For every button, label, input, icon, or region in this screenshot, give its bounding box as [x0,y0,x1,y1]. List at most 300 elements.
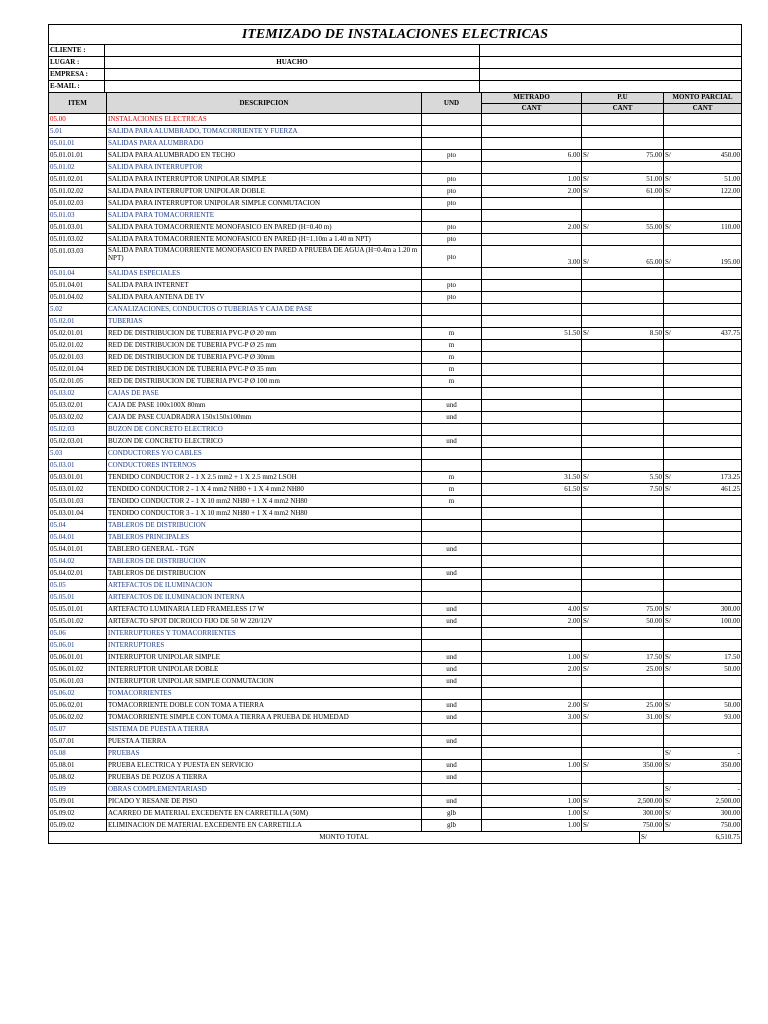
row-metrado [482,376,582,387]
row-description: TENDIDO CONDUCTOR 2 - 1 X 2.5 mm2 + 1 X 2.5 mm2 LSOH [107,472,422,483]
row-item: 05.02.01.05 [49,376,107,387]
row-metrado [482,772,582,783]
row-pu [595,460,664,471]
row-mp-currency [664,676,677,687]
row-pu [595,364,664,375]
row-mp-currency [664,126,677,137]
row-pu: 65.00 [595,246,664,267]
table-row [49,364,741,376]
row-monto: 350.00 [720,761,740,769]
row-pu-currency [582,340,595,351]
row-monto: 437.75 [720,329,740,337]
row-item: 05.03.02 [49,388,107,399]
row-description: PICADO Y RESANE DE PISO [107,796,422,807]
row-item: 05.06.02 [49,688,107,699]
row-mp-currency: S/ [665,175,671,183]
row-mp-currency [664,162,677,173]
total-label: MONTO TOTAL [49,832,640,843]
row-pu-currency [582,640,595,651]
row-metrado [482,688,582,699]
row-description: SALIDA PARA INTERRUPTOR [107,162,422,173]
row-pu [595,508,664,519]
row-pu-currency: S/ [583,821,589,829]
row-item: 05.02.01.01 [49,328,107,339]
row-description: INTERRUPTOR UNIPOLAR SIMPLE CONMUTACION [107,676,422,687]
row-monto [677,126,741,137]
row-pu-currency [582,592,595,603]
row-description: INTERRUPTOR UNIPOLAR DOBLE [107,664,422,675]
row-monto [677,532,741,543]
row-unit: pto [422,174,482,185]
row-item: 05.01.04 [49,268,107,279]
row-pu [595,580,664,591]
row-monto [677,676,741,687]
row-pu-currency [582,388,595,399]
row-description: INTERRUPTORES Y TOMACORRIENTES [107,628,422,639]
table-row [49,138,741,150]
row-unit: und [422,544,482,555]
row-description: SALIDA PARA INTERRUPTOR UNIPOLAR DOBLE [107,186,422,197]
row-pu-currency [582,688,595,699]
row-monto [677,736,741,747]
row-description: INTERRUPTOR UNIPOLAR SIMPLE [107,652,422,663]
col-pu [582,93,664,113]
row-mp-currency: S/ [665,797,671,805]
row-pu-currency: S/ [583,175,589,183]
row-unit: und [422,796,482,807]
total-currency: S/ [641,833,647,841]
row-metrado: 2.00 [482,616,582,627]
row-unit: pto [422,222,482,233]
row-metrado [482,292,582,303]
row-mp-currency [664,592,677,603]
row-pu-currency: S/ [583,761,589,769]
table-row [49,820,741,832]
row-mp-currency: S/ [665,329,671,337]
row-pu [595,736,664,747]
row-monto [677,520,741,531]
table-row [49,700,741,712]
row-unit: und [422,676,482,687]
row-description: INSTALACIONES ELECTRICAS [107,114,422,125]
row-monto [677,424,741,435]
row-item: 05.06 [49,628,107,639]
row-item: 5.03 [49,448,107,459]
row-description: CAJAS DE PASE [107,388,422,399]
row-unit: pto [422,198,482,209]
row-metrado [482,352,582,363]
row-metrado [482,162,582,173]
row-description: TABLERO GENERAL - TGN [107,544,422,555]
row-pu-currency [582,114,595,125]
row-unit [422,388,482,399]
row-pu [595,532,664,543]
table-row [49,186,741,198]
col-metrado-sub: CANT [521,103,542,112]
row-monto: 100.00 [720,617,740,625]
row-monto: 300.00 [720,809,740,817]
table-row [49,388,741,400]
row-pu-currency [582,268,595,279]
row-item: 05.03.02.01 [49,400,107,411]
col-monto [664,93,741,113]
row-pu-currency [582,508,595,519]
col-item: ITEM [49,93,107,113]
row-pu-currency: S/ [583,473,589,481]
row-mp-currency [664,138,677,149]
row-metrado [482,424,582,435]
row-unit [422,748,482,759]
row-item: 5.01 [49,126,107,137]
row-unit: und [422,664,482,675]
row-metrado [482,448,582,459]
row-item: 05.03.02.02 [49,412,107,423]
row-monto [677,400,741,411]
row-pu: 300.00 [595,808,664,819]
row-monto: 110.00 [721,223,740,231]
row-pu-currency: S/ [583,258,589,266]
row-pu [595,556,664,567]
row-description: BUZON DE CONCRETO ELECTRICO [107,424,422,435]
row-metrado [482,304,582,315]
row-item: 05.01.03 [49,210,107,221]
row-mp-currency [664,568,677,579]
row-metrado [482,114,582,125]
row-description: TENDIDO CONDUCTOR 2 - 1 X 10 mm2 NH80 + 1 X 4 mm2 NH80 [107,496,422,507]
table-row [49,496,741,508]
row-description: ARTEFACTO SPOT DICROICO FIJO DE 50 W 220/12V [107,616,422,627]
row-pu: 75.00 [595,150,664,161]
row-description: TABLEROS PRINCIPALES [107,532,422,543]
row-metrado: 1.00 [482,808,582,819]
table-row [49,568,741,580]
table-row [49,424,741,436]
row-metrado [482,508,582,519]
row-description: TABLEROS DE DISTRIBUCION [107,568,422,579]
row-mp-currency [664,544,677,555]
row-unit [422,532,482,543]
row-pu: 25.00 [595,664,664,675]
table-row [49,460,741,472]
row-pu-currency [582,234,595,245]
row-mp-currency [664,520,677,531]
row-pu-currency: S/ [583,665,589,673]
row-monto: 750.00 [720,821,740,829]
row-item: 05.04.01 [49,532,107,543]
row-description: TENDIDO CONDUCTOR 3 - 1 X 10 mm2 NH80 + 1 X 4 mm2 NH80 [107,508,422,519]
row-unit [422,580,482,591]
row-mp-currency [664,114,677,125]
row-description: PRUEBA ELECTRICA Y PUESTA EN SERVICIO [107,760,422,771]
row-item: 05.04 [49,520,107,531]
row-description: SALIDA PARA ALUMBRADO, TOMACORRIENTE Y FUERZA [107,126,422,137]
row-description: BUZON DE CONCRETO ELECTRICO [107,436,422,447]
row-pu [595,436,664,447]
table-row [49,604,741,616]
row-pu: 75.00 [595,604,664,615]
row-mp-currency: S/ [665,605,671,613]
row-mp-currency [664,736,677,747]
row-mp-currency: S/ [665,485,671,493]
table-row [49,316,741,328]
col-pu-sub: CANT [612,103,633,112]
row-unit: m [422,376,482,387]
row-description: ELIMINACION DE MATERIAL EXCEDENTE EN CARRETILLA [107,820,422,831]
table-row [49,772,741,784]
row-pu [595,676,664,687]
table-row [49,198,741,210]
col-monto-sub: CANT [692,103,713,112]
row-item: 05.02.01 [49,316,107,327]
table-row [49,174,741,186]
row-pu-currency: S/ [583,485,589,493]
row-monto: 2,500.00 [715,797,740,805]
row-unit: und [422,412,482,423]
header-value: HUACHO [105,57,480,68]
row-monto [677,544,741,555]
table-row [49,162,741,174]
row-monto [677,388,741,399]
row-mp-currency [664,412,677,423]
row-unit [422,268,482,279]
row-metrado [482,676,582,687]
row-pu-currency [582,352,595,363]
row-unit: m [422,328,482,339]
row-mp-currency [664,268,677,279]
row-monto [677,304,741,315]
row-pu-currency: S/ [583,187,589,195]
row-item: 05.06.01.03 [49,676,107,687]
row-unit: und [422,772,482,783]
row-item: 05.06.02.01 [49,700,107,711]
row-item: 05.02.01.04 [49,364,107,375]
row-pu [595,340,664,351]
row-pu [595,304,664,315]
table-row [49,268,741,280]
row-monto: - [737,785,740,793]
col-metrado [482,93,582,113]
table-row [49,688,741,700]
row-unit: pto [422,234,482,245]
row-monto: 450.00 [720,151,740,159]
row-mp-currency [664,532,677,543]
row-item: 05.02.03 [49,424,107,435]
row-monto [677,352,741,363]
row-metrado [482,748,582,759]
row-item: 05.01.04.02 [49,292,107,303]
row-mp-currency: S/ [665,809,671,817]
row-mp-currency [664,640,677,651]
row-unit [422,784,482,795]
row-unit: und [422,616,482,627]
row-mp-currency [664,234,677,245]
row-metrado [482,724,582,735]
row-monto: 17.50 [724,653,740,661]
row-metrado: 1.00 [482,652,582,663]
row-mp-currency: S/ [665,785,671,793]
row-pu: 50.00 [595,616,664,627]
row-monto [677,138,741,149]
row-metrado [482,234,582,245]
header-row-cliente [49,45,741,57]
row-pu-currency [582,532,595,543]
row-unit: pto [422,150,482,161]
table-row [49,640,741,652]
sheet-title: ITEMIZADO DE INSTALACIONES ELECTRICAS [49,25,741,45]
row-unit: pto [422,280,482,291]
row-item: 05.03.01.01 [49,472,107,483]
table-row [49,150,741,162]
row-description: SALIDA PARA ANTENA DE TV [107,292,422,303]
row-pu: 750.00 [595,820,664,831]
row-pu-currency: S/ [583,329,589,337]
row-metrado [482,568,582,579]
row-metrado: 2.00 [482,700,582,711]
row-item: 05.01.02.03 [49,198,107,209]
row-description: RED DE DISTRIBUCION DE TUBERIA PVC-P Ø 20 mm [107,328,422,339]
row-description: SISTEMA DE PUESTA A TIERRA [107,724,422,735]
row-item: 05.01.02 [49,162,107,173]
table-row [49,114,741,126]
row-description: ACARREO DE MATERIAL EXCEDENTE EN CARRETILLA (50M) [107,808,422,819]
row-unit: und [422,604,482,615]
row-description: PUESTA A TIERRA [107,736,422,747]
row-unit [422,640,482,651]
row-mp-currency [664,316,677,327]
table-row [49,292,741,304]
row-pu: 25.00 [595,700,664,711]
table-row [49,724,741,736]
row-unit: glb [422,820,482,831]
row-pu [595,400,664,411]
row-pu-currency [582,210,595,221]
row-pu [595,316,664,327]
row-pu: 55.00 [595,222,664,233]
row-pu-currency [582,436,595,447]
table-row [49,376,741,388]
table-row [49,544,741,556]
row-unit [422,556,482,567]
total-row [49,832,741,844]
header-value [105,81,480,92]
row-metrado [482,496,582,507]
row-pu-currency [582,748,595,759]
row-unit [422,316,482,327]
table-row [49,712,741,724]
row-unit [422,126,482,137]
row-monto: 461.25 [720,485,740,493]
row-description: SALIDA PARA INTERNET [107,280,422,291]
row-monto: 195.00 [720,258,740,266]
row-mp-currency: S/ [665,223,671,231]
row-pu [595,280,664,291]
row-description: TOMACORRIENTE SIMPLE CON TOMA A TIERRA A PRUEBA DE HUMEDAD [107,712,422,723]
row-item: 05.04.01.01 [49,544,107,555]
row-item: 05.09.02 [49,820,107,831]
row-pu-currency [582,162,595,173]
row-metrado [482,436,582,447]
row-mp-currency [664,580,677,591]
row-pu-currency [582,556,595,567]
row-monto [677,198,741,209]
row-description: TENDIDO CONDUCTOR 2 - 1 X 4 mm2 NH80 + 1 X 4 mm2 NH80 [107,484,422,495]
row-pu-currency [582,304,595,315]
row-unit: und [422,760,482,771]
row-description: ARTEFACTOS DE ILUMINACION INTERNA [107,592,422,603]
row-pu [595,210,664,221]
row-pu [595,424,664,435]
row-pu-currency: S/ [583,151,589,159]
row-pu-currency [582,126,595,137]
row-description: SALIDA PARA TOMACORRIENTE MONOFASICO EN PARED (H=1.10m a 1.40 m NPT) [107,234,422,245]
row-unit: und [422,736,482,747]
table-row [49,652,741,664]
row-pu [595,268,664,279]
row-mp-currency [664,364,677,375]
row-pu [595,126,664,137]
row-item: 05.04.02.01 [49,568,107,579]
header-label: EMPRESA : [49,69,105,80]
header-label: CLIENTE : [49,45,105,56]
row-metrado [482,316,582,327]
row-metrado [482,198,582,209]
row-pu-currency [582,520,595,531]
row-pu [595,376,664,387]
table-row [49,616,741,628]
col-und: UND [422,93,482,113]
row-metrado: 51.50 [482,328,582,339]
row-metrado: 3.00 [482,246,582,267]
row-item: 05.02.01.03 [49,352,107,363]
row-pu-currency [582,376,595,387]
row-mp-currency [664,352,677,363]
row-monto [677,580,741,591]
table-row [49,508,741,520]
row-pu-currency [582,138,595,149]
row-description: RED DE DISTRIBUCION DE TUBERIA PVC-P Ø 100 mm [107,376,422,387]
row-mp-currency: S/ [665,761,671,769]
row-monto [677,234,741,245]
row-mp-currency [664,448,677,459]
row-mp-currency [664,400,677,411]
row-pu [595,724,664,735]
row-description: CONDUCTORES INTERNOS [107,460,422,471]
row-item: 05.09.02 [49,808,107,819]
row-metrado: 2.00 [482,222,582,233]
row-metrado: 4.00 [482,604,582,615]
row-monto: 93.00 [724,713,740,721]
row-mp-currency [664,460,677,471]
row-pu: 350.00 [595,760,664,771]
row-description: SALIDA PARA TOMACORRIENTE [107,210,422,221]
row-pu-currency [582,448,595,459]
row-monto [677,292,741,303]
row-monto: - [737,749,740,757]
row-monto [677,210,741,221]
row-pu-currency [582,198,595,209]
row-description: PRUEBAS [107,748,422,759]
row-description: ARTEFACTOS DE ILUMINACION [107,580,422,591]
row-unit [422,138,482,149]
row-item: 05.07.01 [49,736,107,747]
row-description: TABLEROS DE DISTRIBUCION [107,520,422,531]
row-description: CAJA DE PASE CUADRADRA 150x150x100mm [107,412,422,423]
row-item: 05.01.04.01 [49,280,107,291]
header-row-empresa [49,69,741,81]
row-metrado: 61.50 [482,484,582,495]
row-monto [677,448,741,459]
row-metrado [482,412,582,423]
